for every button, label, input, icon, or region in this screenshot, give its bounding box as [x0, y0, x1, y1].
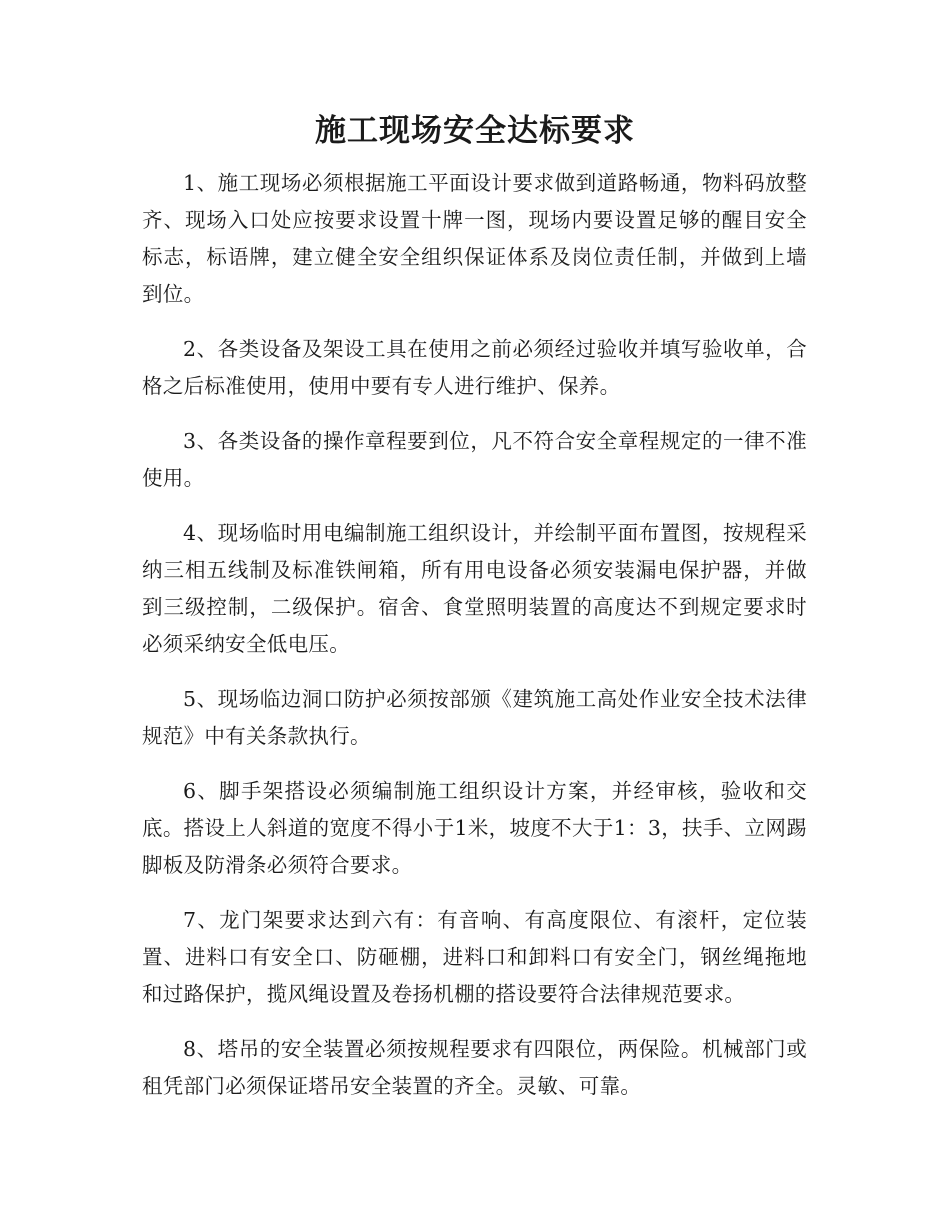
paragraph-1: 1、施工现场必须根据施工平面设计要求做到道路畅通，物料码放整齐、现场入口处应按要求设置十牌一图，现场内要设置足够的醒目安全标志，标语牌，建立健全安全组织保证体系及岗位责任制，并做到上墙到位。 — [142, 171, 807, 306]
paragraph-5: 5、现场临边洞口防护必须按部颁《建筑施工高处作业安全技术法律规范》中有关条款执行。 — [142, 687, 807, 748]
paragraph-7: 7、龙门架要求达到六有：有音响、有高度限位、有滚杆，定位装置、进料口有安全口、防砸棚，进料口和卸料口有安全门，钢丝绳拖地和过路保护，揽风绳设置及卷扬机棚的搭设要符合法律规范要求。 — [142, 908, 807, 1006]
paragraph-4: 4、现场临时用电编制施工组织设计，并绘制平面布置图，按规程采纳三相五线制及标准铁闸箱，所有用电设备必须安装漏电保护器，并做到三级控制，二级保护。宿舍、食堂照明装置的高度达不到规定要求时必须采纳安全低电压。 — [142, 521, 807, 656]
paragraph-8: 8、塔吊的安全装置必须按规程要求有四限位，两保险。机械部门或租凭部门必须保证塔吊安全装置的齐全。灵敏、可靠。 — [142, 1037, 807, 1098]
paragraph-3: 3、各类设备的操作章程要到位，凡不符合安全章程规定的一律不准使用。 — [142, 429, 807, 490]
document-title: 施工现场安全达标要求 — [315, 113, 635, 149]
document-body — [142, 165, 807, 1123]
paragraph-6: 6、脚手架搭设必须编制施工组织设计方案，并经审核，验收和交底。搭设上人斜道的宽度不得小于1米，坡度不大于1：3，扶手、立网踢脚板及防滑条必须符合要求。 — [142, 779, 807, 877]
paragraph-2: 2、各类设备及架设工具在使用之前必须经过验收并填写验收单，合格之后标准使用，使用中要有专人进行维护、保养。 — [142, 337, 807, 398]
